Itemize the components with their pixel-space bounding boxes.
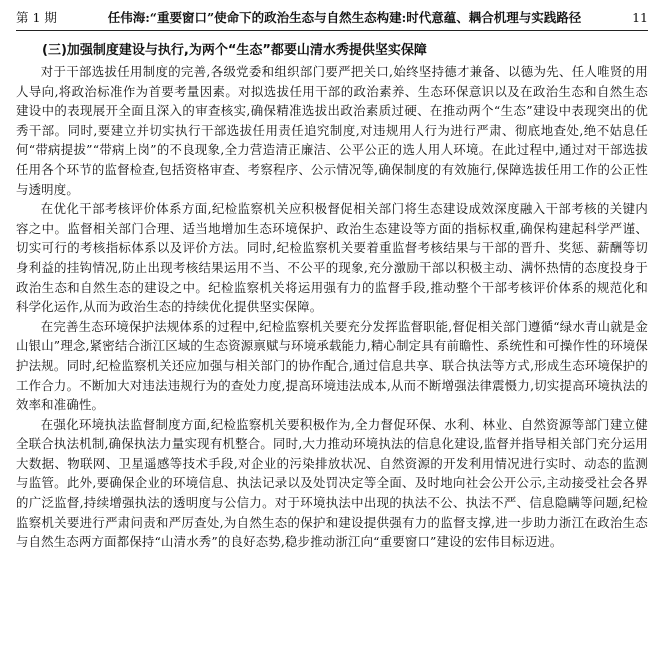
paragraph-cadre-selection: 对于干部选拔任用制度的完善,各级党委和组织部门要严把关口,始终坚持德才兼备、以德为先、任人唯贤的用人导向,将政治标准作为首要考量因素。对拟选拔任用干部的政治素养、生态环保意识以及在政治生态和自然生态建设中的表现展开全面且深入的审查核实,确保精准选拔出政治素质过硬、在推动两个“生态”建设中表现突出的优秀干部。同时,要建立并切实执行干部选拔任用责任追究制度,对违规用人行为进行严肃、彻底地查处,绝不姑息任何“带病提拔”“带病上岗”的不良现象,全力营造清正廉洁、公平公正的选人用人环境。在此过程中,通过对干部选拔任用各个环节的监督检查,包括资格审查、考察程序、公示情况等,确保制度的有效施行,保障选拔任用工作的公正性与透明度。 [16,64,648,197]
issue-label: 第 1 期 [16,10,57,25]
paragraph-enforcement-supervision: 在强化环境执法监督制度方面,纪检监察机关要积极作为,全力督促环保、水利、林业、自然资源等部门建立健全联合执法机制,确保执法力量实现有机整合。同时,大力推动环境执法的信息化建设,监督并指导相关部门充分运用大数据、物联网、卫星遥感等技术手段,对企业的污染排放状况、自然资源的开发利用情况进行实时、动态的监测与监管。此外,要确保企业的环境信息、执法记录以及处罚决定等全面、及时地向社会公开公示,主动接受社会各界的广泛监督,持续增强执法的透明度与公信力。对于环境执法中出现的执法不公、执法不严、信息隐瞒等问题,纪检监察机关要进行严肃问责和严厉查处,为自然生态的保护和建设提供强有力的监督支撑,进一步助力浙江在政治生态与自然生态两方面都保持“山清水秀”的良好态势,稳步推动浙江向“重要窗口”建设的宏伟目标迈进。 [16,416,648,550]
paragraph-cadre-evaluation: 在优化干部考核评价体系方面,纪检监察机关应积极督促相关部门将生态建设成效深度融入干部考核的关键内容之中。监督相关部门合理、适当地增加生态环境保护、政治生态建设等方面的指标权重,确保构建起科学严谨、切实可行的考核指标体系以及评价方法。同时,纪检监察机关要着重监督考核结果与干部的晋升、奖惩、薪酬等切身利益的挂钩情况,防止出现考核结果运用不当、不公平的现象,充分激励干部以积极主动、满怀热情的态度投身于政治生态和自然生态的建设之中。纪检监察机关将运用强有力的监督手段,推动整个干部考核评价体系的规范化和科学化运作,从而为政治生态的持续优化提供坚实保障。 [16,201,648,315]
section-heading: (三)加强制度建设与执行,为两个“生态”都要山清水秀提供坚实保障 [42,43,427,58]
page-number: 11 [632,10,648,25]
paragraph-environmental-law: 在完善生态环境保护法规体系的过程中,纪检监察机关要充分发挥监督职能,督促相关部门遵循“绿水青山就是金山银山”理念,紧密结合浙江区域的生态资源禀赋与环境承载能力,精心制定具有前瞻性、系统性和可操作性的环境保护法规。同时,纪检监察机关还应加强与相关部门的协作配合,通过信息共享、联合执法等方式,形成生态环境保护的工作合力。不断加大对违法违规行为的查处力度,提高环境违法成本,从而不断增强法律震慑力,切实提高环境执法的效率和准确性。 [16,318,648,413]
running-title: 任伟海:“重要窗口”使命下的政治生态与自然生态构建:时代意蕴、耦合机理与实践路径 [107,10,582,25]
article-body [16,31,648,552]
running-header [16,0,648,31]
